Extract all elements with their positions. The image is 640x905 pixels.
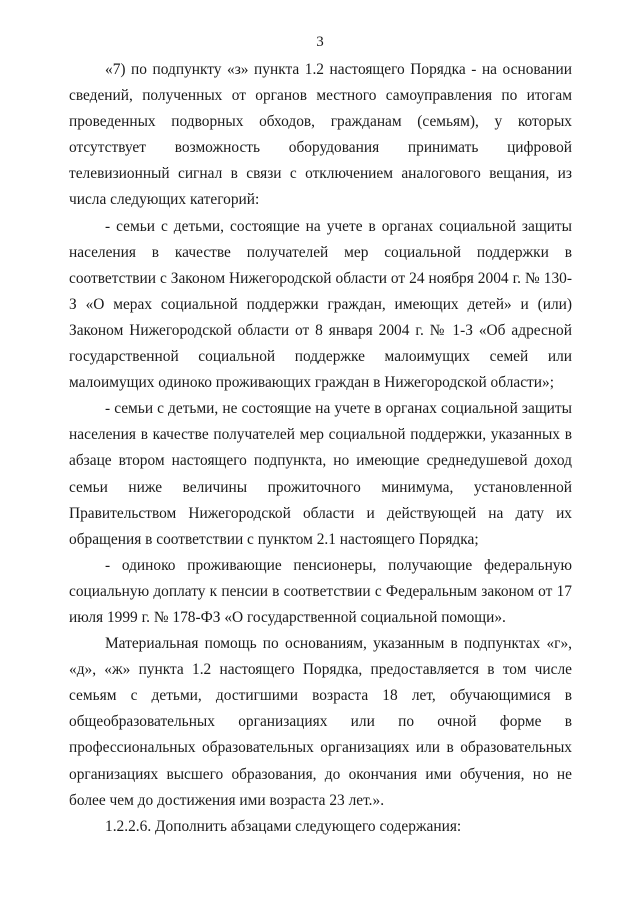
document-body bbox=[69, 57, 572, 840]
bullet-families-not-registered: - семьи с детьми, не состоящие на учете в органах социальной защиты населения в качестве получателей мер социальной поддержки, указанных в абзаце втором настоящего подпункта, но имеющие среднедушевой доход семьи ниже величины прожиточного минимума, установленной Правительством Нижегородской области и действующей на дату их обращения в соответствии с пунктом 2.1 настоящего Порядка; bbox=[69, 400, 572, 548]
paragraph-subpoint-7: «7) по подпункту «з» пункта 1.2 настоящего Порядка - на основании сведений, полученных от органов местного самоуправления по итогам проведенных подворных обходов, гражданам (семьям), у которых отсутствует возможность оборудования принимать цифровой телевизионный сигнал в связи с отключением аналогового вещания, из числа следующих категорий: bbox=[69, 61, 572, 209]
bullet-single-pensioners: - одиноко проживающие пенсионеры, получающие федеральную социальную доплату к пенсии в соответствии с Федеральным законом от 17 июля 1999 г. № 178-ФЗ «О государственной социальной помощи». bbox=[69, 556, 572, 626]
bullet-families-registered: - семьи с детьми, состоящие на учете в органах социальной защиты населения в качестве получателей мер социальной поддержки в соответствии с Законом Нижегородской области от 24 ноября 2004 г. № 130-З «О мерах социальной поддержки граждан, имеющих детей» и (или) Законом Нижегородской области от 8 января 2004 г. № 1-З «Об адресной государственной социальной поддержке малоимущих семей или малоимущих одиноко проживающих граждан в Нижегородской области»; bbox=[69, 217, 572, 392]
page-number: 3 bbox=[316, 34, 324, 50]
paragraph-material-assistance: Материальная помощь по основаниям, указанным в подпунктах «г», «д», «ж» пункта 1.2 настоящего Порядка, предоставляется в том числе семьям с детьми, достигшими возраста 18 лет, обучающимися в общеобразовательных организациях или по очной форме в профессиональных образовательных организациях или в образовательных организациях высшего образования, до окончания ими обучения, но не более чем до достижения ими возраста 23 лет.». bbox=[69, 635, 572, 809]
paragraph-amendment-1-2-2-6: 1.2.2.6. Дополнить абзацами следующего содержания: bbox=[105, 817, 462, 835]
